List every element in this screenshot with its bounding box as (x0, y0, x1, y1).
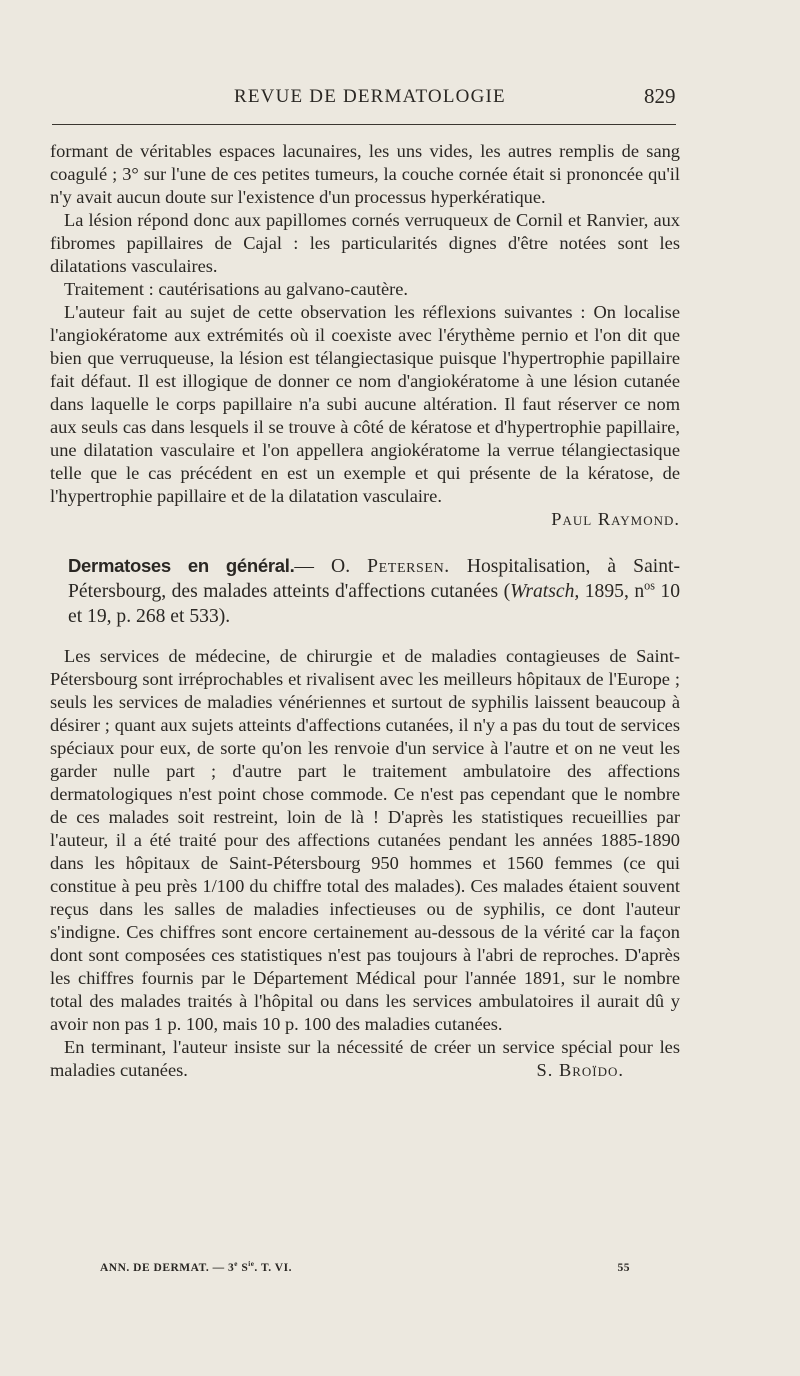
footer-signature-mark (100, 1262, 292, 1274)
footer-text-a: ANN. DE DERMAT. — 3 (100, 1262, 235, 1274)
header-rule (52, 124, 676, 125)
entry-ref-post: 10 et 19, p. 268 et 533). (68, 581, 680, 627)
page-header (0, 84, 800, 114)
page-number: 829 (644, 84, 676, 108)
running-title: REVUE DE DERMATOLOGIE (234, 86, 506, 107)
entry-category: Dermatoses en général. (68, 555, 295, 576)
continuation-paragraph-1: formant de véritables espaces lacunaires, les uns vides, les autres remplis de sang coagulé ; 3° sur l'une de ces petites tumeurs, la couche cornée était si prononcée qu'il n'y avait aucun doute sur l'existence d'un processus hyperkératique. (50, 141, 680, 207)
entry-gap (50, 629, 680, 645)
review-paragraph-1: Les services de médecine, de chirurgie et de maladies contagieuses de Saint-Pétersbourg sont irréprochables et rivalisent avec les meilleurs hôpitaux de l'Europe ; seuls les services de maladies vénériennes et surtout de syphilis laissent beaucoup à désirer ; quant aux sujets atteints d'affections cutanées, il n'y a pas du tout de services spéciaux pour eux, de sorte qu'on les renvoie d'un service à l'autre et on ne veut les garder nulle part ; d'autre part le traitement ambulatoire des affections dermatologiques n'est point chose commode. Ce n'est pas cependant que le nombre de ces malades soit restreint, loin de là ! D'après les statistiques recueillies par l'auteur, il a été traité pour des affections cutanées pendant les années 1885-1890 dans les hôpitaux de Saint-Pétersbourg 950 hommes et 1560 femmes (ce qui constitue à peu près 1/100 du chiffre total des malades). Ces malades étaient souvent reçus dans les salles de maladies infectieuses ou de syphilis, ce dont l'auteur s'indigne. Ces chiffres sont encore certainement au-dessous de la vérité car la façon dont sont composées ces statistiques n'est pas toujours à l'abri de reproches. D'après les chiffres fournis par le Département Médical pour l'année 1891, sur le nombre total des malades traités à l'hôpital ou dans les services ambulatoires il aurait dû y avoir non pas 1 p. 100, mais 10 p. 100 des maladies cutanées. (50, 646, 680, 1034)
bibliographic-entry (50, 553, 680, 629)
continuation-paragraph-4: L'auteur fait au sujet de cette observation les réflexions suivantes : On localise l'angiokératome aux extrémités où il coexiste avec l'érythème pernio et l'on dit que bien que verruqueuse, la lésion est télangiectasique puisque l'hypertrophie papillaire fait défaut. Il est illogique de donner ce nom d'angiokératome à une lésion cutanée dans laquelle le corps papillaire n'a subi aucune altération. Il faut réserver ce nom aux seuls cas dans lesquels il se trouve à côté de kératose et d'hypertrophie papillaire, une dilatation vasculaire et l'on appellera angiokératome la verrue télangiectasique telle que le cas précédent en est un exemple et qui présente de la kératose, de l'hypertrophie papillaire et de la dilatation vasculaire. (50, 302, 680, 506)
footer-text-c: . T. VI. (254, 1262, 292, 1274)
footer-sup-b: ie (248, 1260, 255, 1269)
page-footer (100, 1262, 630, 1274)
entry-ref-pre: 1895, n (584, 581, 645, 602)
entry-dash: — O. (294, 556, 351, 577)
body-text (50, 140, 680, 1082)
footer-sup-a: e (234, 1260, 238, 1269)
section-gap (50, 531, 680, 553)
entry-journal: Wratsch, (510, 581, 580, 602)
entry-ref-sup: os (644, 578, 655, 593)
signature-raymond: Paul Raymond. (551, 509, 680, 529)
entry-title: Hospitalisation, à Saint-Pétersbourg, des malades atteints d'affections cutanées ( (68, 556, 680, 602)
footer-sheet-number: 55 (617, 1262, 630, 1274)
continuation-paragraph-3: Traitement : cautérisations au galvano-cautère. (64, 279, 409, 299)
entry-author: Petersen. (367, 556, 450, 577)
signature-broido: S. Broïdo. (536, 1060, 624, 1080)
review-paragraph-2: En terminant, l'auteur insiste sur la nécessité de créer un service spécial pour les maladies cutanées. (50, 1037, 680, 1080)
footer-text-b: S (237, 1262, 249, 1274)
continuation-paragraph-2: La lésion répond donc aux papillomes cornés verruqueux de Cornil et Ranvier, aux fibromes papillaires de Cajal : les particularités dignes d'être notées sont les dilatations vasculaires. (50, 210, 680, 276)
